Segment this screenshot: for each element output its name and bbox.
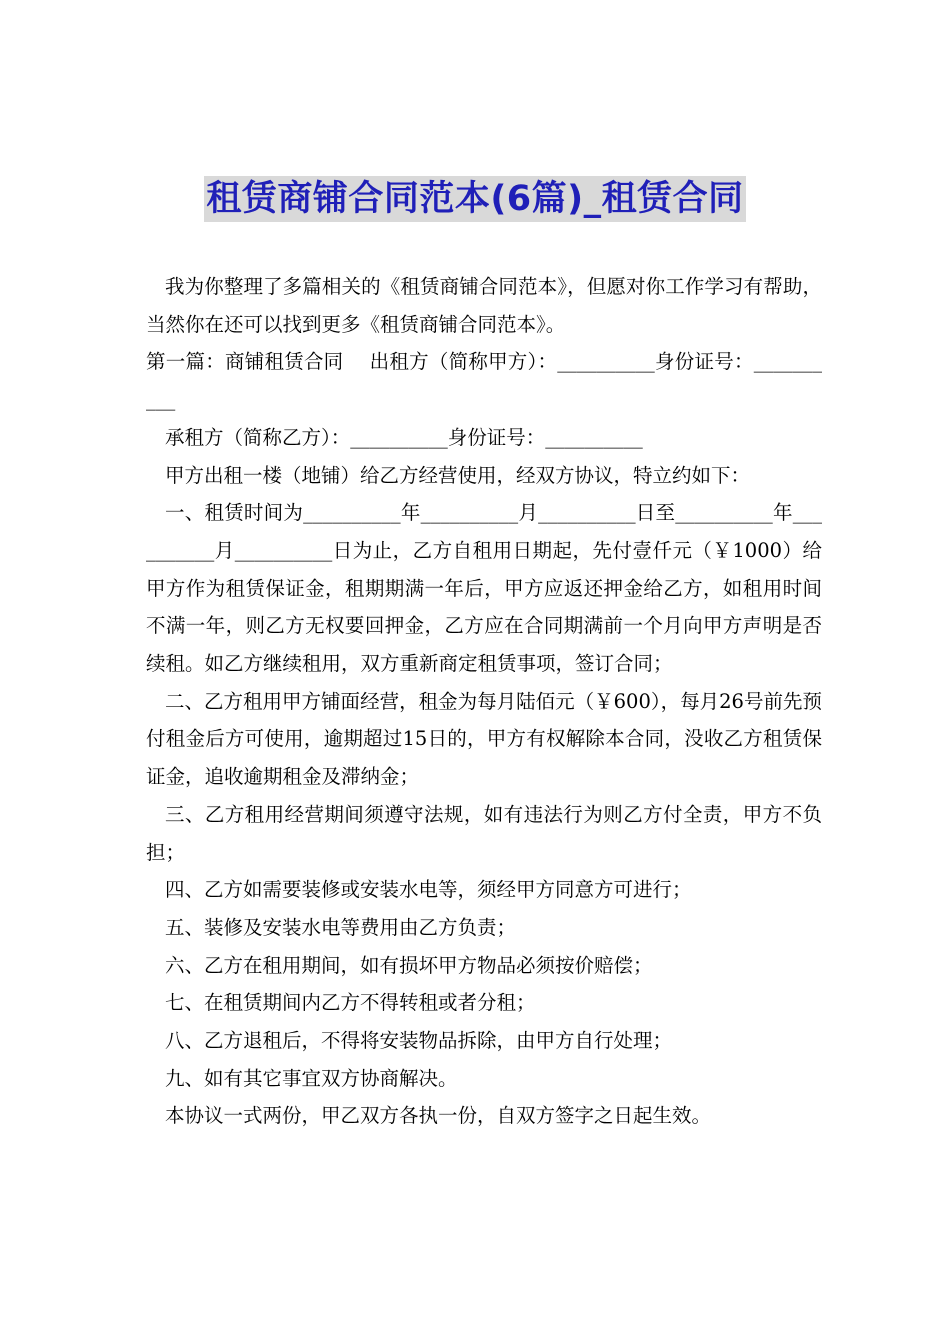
title-container — [0, 176, 950, 222]
paragraph-intro: 我为你整理了多篇相关的《租赁商铺合同范本》，但愿对你工作学习有帮助，当然你在还可以找到更多《租赁商铺合同范本》。 — [146, 275, 822, 336]
clause-7-sublet: 七、在租赁期间内乙方不得转租或者分租； — [165, 991, 536, 1015]
paragraph-part-one-lessor: 第一篇：商铺租赁合同 出租方（简称甲方）：__________身份证号：__________ — [146, 350, 822, 412]
clause-6-damages: 六、乙方在租用期间，如有损坏甲方物品必须按价赔偿； — [165, 953, 653, 977]
paragraph-lessee: 承租方（简称乙方）：__________身份证号：__________ — [165, 425, 643, 449]
clause-3-compliance: 三、乙方租用经营期间须遵守法规，如有违法行为则乙方付全责，甲方不负担； — [146, 802, 822, 864]
clause-4-renovation: 四、乙方如需要装修或安装水电等，须经甲方同意方可进行； — [165, 878, 692, 902]
clause-9-other: 九、如有其它事宜双方协商解决。 — [165, 1066, 458, 1090]
clause-8-move-out: 八、乙方退租后，不得将安装物品拆除，由甲方自行处理； — [165, 1029, 673, 1053]
paragraph-effective: 本协议一式两份，甲乙双方各执一份，自双方签字之日起生效。 — [165, 1104, 712, 1128]
document-body — [146, 268, 822, 1135]
clause-2-rent: 二、乙方租用甲方铺面经营，租金为每月陆佰元（￥600），每月26号前先预付租金后方可使用，逾期超过15日的，甲方有权解除本合同，没收乙方租赁保证金，追收逾期租金及滞纳金； — [146, 689, 822, 789]
paragraph-agreement: 甲方出租一楼（地铺）给乙方经营使用，经双方协议，特立约如下： — [165, 463, 751, 487]
document-title: 租赁商铺合同范本(6篇)_租赁合同 — [204, 176, 745, 222]
clause-5-costs: 五、装修及安装水电等费用由乙方负责； — [165, 915, 517, 939]
clause-1-lease-term: 一、租赁时间为__________年__________月__________日至__________年__________月__________日为止，乙方自租用日期起，先付壹仟元（￥1000）给甲方作为租赁保证金，租期期满一年后，甲方应返还押金给乙方，如租用时间不满一年，则乙方无权要回押金，乙方应在合同期满前一个月向甲方声明是否续租。如乙方继续租用，双方重新商定租赁事项，签订合同； — [146, 501, 822, 676]
